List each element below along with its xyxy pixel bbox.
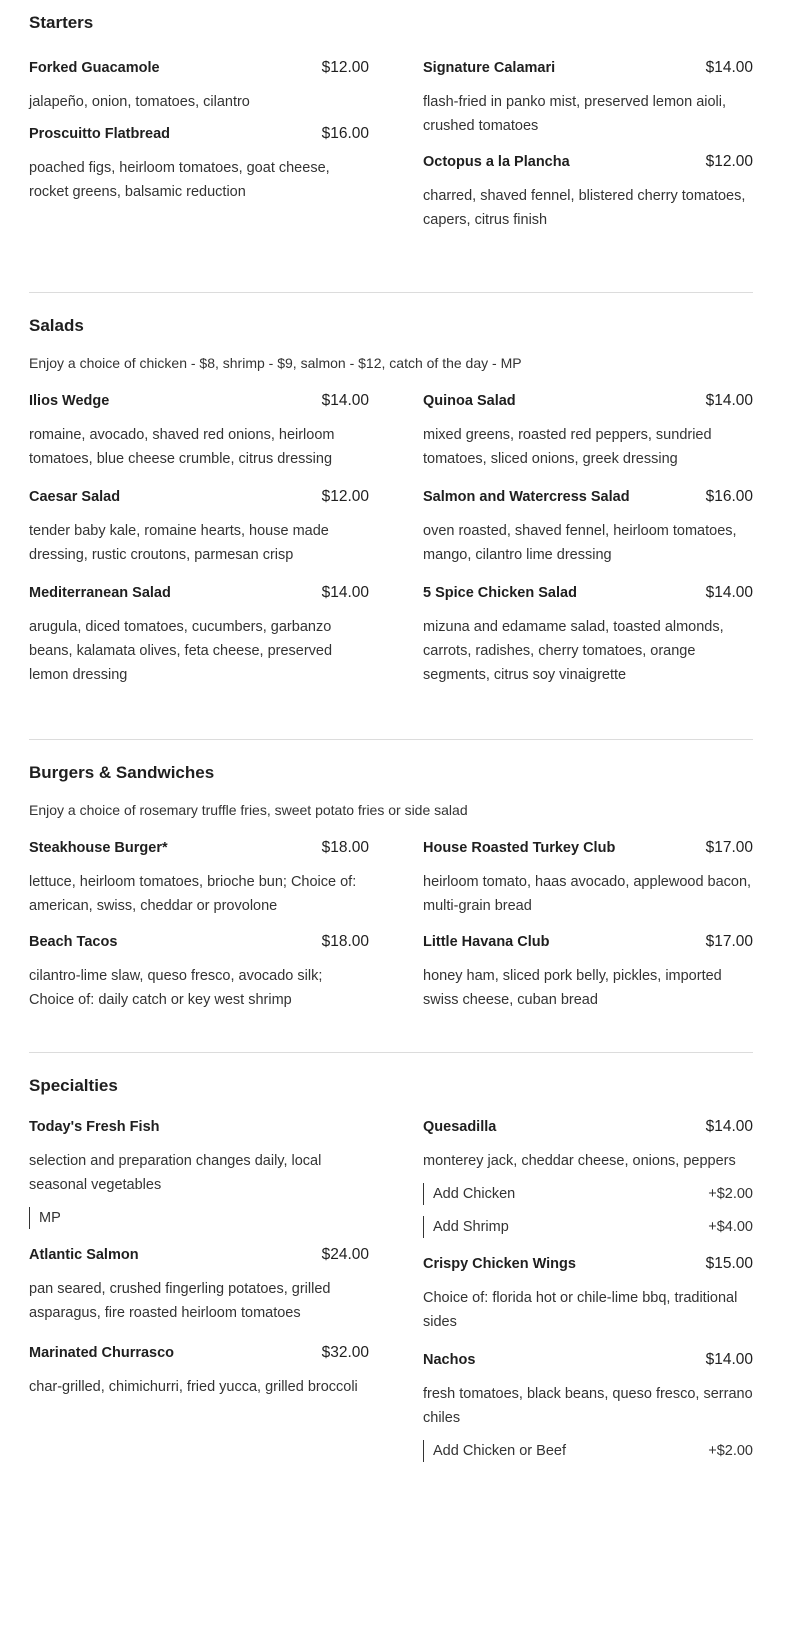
- item-price: $14.00: [705, 584, 753, 601]
- menu-item: [29, 1343, 369, 1399]
- item-name: Atlantic Salmon: [29, 1247, 139, 1263]
- item-name: Mediterranean Salad: [29, 585, 171, 601]
- item-name: Signature Calamari: [423, 60, 556, 76]
- item-price: $18.00: [321, 933, 369, 950]
- item-description: oven roasted, shaved fennel, heirloom tomatoes, mango, cilantro lime dressing: [423, 523, 737, 563]
- item-description: arugula, diced tomatoes, cucumbers, garbanzo beans, kalamata olives, feta cheese, preserved lemon dressing: [29, 619, 333, 683]
- item-name: Caesar Salad: [29, 489, 121, 505]
- right-column: [423, 391, 753, 687]
- addon-price: +$2.00: [708, 1443, 753, 1459]
- addon-price: +$4.00: [708, 1219, 753, 1235]
- menu-item: [423, 838, 753, 918]
- item-description: pan seared, crushed fingerling potatoes, grilled asparagus, fire roasted heirloom tomatoes: [29, 1281, 331, 1321]
- menu-item: [423, 583, 753, 687]
- section-columns: [29, 391, 753, 687]
- section-note: Enjoy a choice of chicken - $8, shrimp - $9, salmon - $12, catch of the day - MP: [29, 355, 522, 371]
- item-description: flash-fried in panko mist, preserved lemon aioli, crushed tomatoes: [423, 94, 727, 134]
- menu-item: [29, 838, 369, 918]
- item-name: House Roasted Turkey Club: [423, 840, 616, 856]
- item-description: tender baby kale, romaine hearts, house made dressing, rustic croutons, parmesan crisp: [29, 523, 329, 563]
- section-specialties: [29, 1053, 753, 1462]
- item-description: honey ham, sliced pork belly, pickles, imported swiss cheese, cuban bread: [423, 968, 722, 1008]
- item-price: $12.00: [321, 59, 369, 76]
- item-price: $16.00: [705, 488, 753, 505]
- menu-item: [29, 124, 369, 204]
- section-burgers-sandwiches: [29, 740, 753, 1012]
- menu: [29, 0, 753, 1462]
- item-price: $16.00: [321, 125, 369, 142]
- section-title: Burgers & Sandwiches: [29, 763, 215, 782]
- addon-option: [423, 1183, 753, 1205]
- item-description: lettuce, heirloom tomatoes, brioche bun; Choice of: american, swiss, cheddar or provolone: [29, 874, 357, 914]
- item-name: Quesadilla: [423, 1119, 497, 1135]
- item-description: monterey jack, cheddar cheese, onions, peppers: [423, 1153, 736, 1169]
- item-price: $12.00: [321, 488, 369, 505]
- item-price: $12.00: [705, 153, 753, 170]
- section-starters: [29, 0, 753, 232]
- item-name: Marinated Churrasco: [29, 1345, 175, 1361]
- menu-item: [423, 58, 753, 138]
- menu-item: [423, 152, 753, 232]
- menu-item: [423, 1254, 753, 1334]
- item-price: $24.00: [321, 1246, 369, 1263]
- item-price: $32.00: [321, 1344, 369, 1361]
- item-description: char-grilled, chimichurri, fried yucca, grilled broccoli: [29, 1379, 358, 1395]
- addon-price: +$2.00: [708, 1186, 753, 1202]
- addon-option: [423, 1216, 753, 1238]
- menu-item: [29, 487, 369, 567]
- item-price: $14.00: [321, 584, 369, 601]
- item-name: Octopus a la Plancha: [423, 154, 570, 170]
- item-name: Today's Fresh Fish: [29, 1119, 160, 1135]
- menu-item: [29, 932, 369, 1012]
- item-price: $18.00: [321, 839, 369, 856]
- section-note: Enjoy a choice of rosemary truffle fries, sweet potato fries or side salad: [29, 802, 468, 818]
- menu-item: [29, 1245, 369, 1325]
- item-price: $14.00: [705, 1351, 753, 1368]
- item-name: Little Havana Club: [423, 934, 550, 950]
- item-price: $14.00: [705, 392, 753, 409]
- addon-option: [423, 1440, 753, 1462]
- left-column: [29, 391, 369, 687]
- item-description: romaine, avocado, shaved red onions, heirloom tomatoes, blue cheese crumble, citrus dressing: [29, 427, 335, 467]
- right-column: [423, 838, 753, 1012]
- menu-item: [423, 1350, 753, 1462]
- left-column: [29, 58, 369, 232]
- item-price: $15.00: [705, 1255, 753, 1272]
- item-description: cilantro-lime slaw, queso fresco, avocado silk; Choice of: daily catch or key west shrimp: [29, 968, 323, 1008]
- right-column: [423, 1117, 753, 1462]
- item-description: Choice of: florida hot or chile-lime bbq, traditional sides: [423, 1290, 738, 1330]
- item-price: $17.00: [705, 933, 753, 950]
- item-description: charred, shaved fennel, blistered cherry tomatoes, capers, citrus finish: [423, 188, 746, 228]
- item-name: Ilios Wedge: [29, 393, 110, 409]
- item-description: heirloom tomato, haas avocado, applewood bacon, multi-grain bread: [423, 874, 752, 914]
- item-name: Steakhouse Burger*: [29, 840, 168, 856]
- item-name: 5 Spice Chicken Salad: [423, 585, 577, 601]
- addon-label: Add Shrimp: [433, 1219, 509, 1235]
- menu-item: [29, 58, 369, 114]
- left-column: [29, 1117, 369, 1462]
- addon-label: MP: [39, 1210, 61, 1226]
- addon-label: Add Chicken: [433, 1186, 516, 1202]
- menu-item: [423, 1117, 753, 1238]
- item-name: Nachos: [423, 1352, 476, 1368]
- addon-label: Add Chicken or Beef: [433, 1443, 566, 1459]
- item-description: poached figs, heirloom tomatoes, goat cheese, rocket greens, balsamic reduction: [29, 160, 330, 200]
- item-name: Quinoa Salad: [423, 393, 516, 409]
- section-title: Starters: [29, 13, 94, 32]
- addon-option: [29, 1207, 369, 1229]
- right-column: [423, 58, 753, 232]
- item-price: $14.00: [705, 1118, 753, 1135]
- menu-item: [423, 391, 753, 471]
- item-description: selection and preparation changes daily, local seasonal vegetables: [29, 1153, 322, 1193]
- section-title: Specialties: [29, 1076, 118, 1095]
- item-name: Salmon and Watercress Salad: [423, 489, 630, 505]
- menu-item: [423, 932, 753, 1012]
- section-columns: [29, 838, 753, 1012]
- menu-item: [29, 583, 369, 687]
- item-price: $14.00: [321, 392, 369, 409]
- item-name: Forked Guacamole: [29, 60, 160, 76]
- menu-item: [29, 391, 369, 471]
- section-columns: [29, 1117, 753, 1462]
- item-name: Beach Tacos: [29, 934, 118, 950]
- item-price: $17.00: [705, 839, 753, 856]
- menu-item: [29, 1117, 369, 1229]
- menu-item: [423, 487, 753, 567]
- item-price: $14.00: [705, 59, 753, 76]
- item-name: Crispy Chicken Wings: [423, 1256, 576, 1272]
- section-title: Salads: [29, 316, 84, 335]
- section-columns: [29, 58, 753, 232]
- item-description: mizuna and edamame salad, toasted almonds, carrots, radishes, cherry tomatoes, orange segments, citrus soy vinaigrette: [423, 619, 724, 683]
- item-description: jalapeño, onion, tomatoes, cilantro: [29, 94, 250, 110]
- item-description: mixed greens, roasted red peppers, sundried tomatoes, sliced onions, greek dressing: [423, 427, 712, 467]
- item-description: fresh tomatoes, black beans, queso fresco, serrano chiles: [423, 1386, 753, 1426]
- item-name: Proscuitto Flatbread: [29, 126, 170, 142]
- section-salads: [29, 293, 753, 687]
- left-column: [29, 838, 369, 1012]
